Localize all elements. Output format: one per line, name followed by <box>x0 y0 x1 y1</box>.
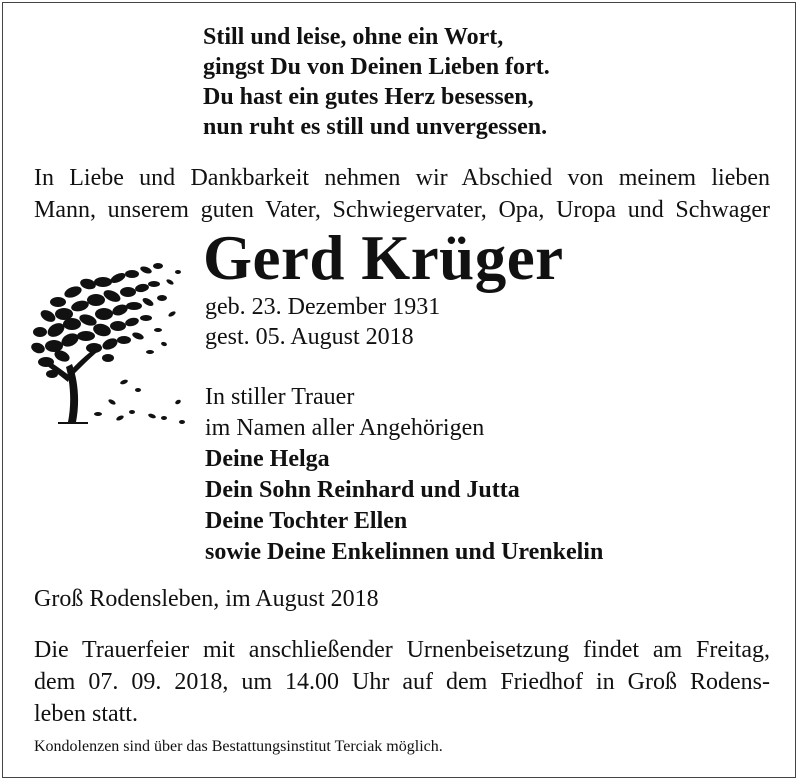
poem-line: gingst Du von Deinen Lieben fort. <box>203 54 550 80</box>
place-date: Groß Rodensleben, im August 2018 <box>34 586 379 612</box>
mourning-line: im Namen aller Angehörigen <box>205 415 485 441</box>
death-date: gest. 05. August 2018 <box>205 324 414 350</box>
life-dates <box>205 292 440 352</box>
service-line: Die Trauerfeier mit anschließender Urnenbeisetzung findet am Freitag, <box>34 637 770 663</box>
mourning-block <box>205 382 603 568</box>
mourning-line: In stiller Trauer <box>205 384 355 410</box>
birth-date: geb. 23. Dezember 1931 <box>205 294 441 320</box>
poem-line: Du hast ein gutes Herz besessen, <box>203 84 534 110</box>
family-member: Dein Sohn Reinhard und Jutta <box>205 477 520 503</box>
family-member: Deine Tochter Ellen <box>205 508 408 534</box>
poem-line: nun ruht es still und unvergessen. <box>203 114 548 140</box>
deceased-name: Gerd Krüger <box>203 223 564 293</box>
intro-text <box>34 162 770 226</box>
poem-line: Still und leise, ohne ein Wort, <box>203 24 504 50</box>
family-member: sowie Deine Enkelinnen und Urenkelin <box>205 539 604 565</box>
tree-with-falling-leaves-icon <box>28 252 188 432</box>
condolences-note: Kondolenzen sind über das Bestattungsinstitut Terciak möglich. <box>34 738 443 755</box>
poem <box>203 22 550 142</box>
service-info <box>34 634 770 730</box>
intro-line: Mann, unserem guten Vater, Schwiegervater, Opa, Uropa und Schwager <box>34 197 770 223</box>
service-line: dem 07. 09. 2018, um 14.00 Uhr auf dem Friedhof in Groß Rodens- <box>34 669 770 695</box>
service-line: leben statt. <box>34 701 138 727</box>
family-member: Deine Helga <box>205 446 330 472</box>
intro-line: In Liebe und Dankbarkeit nehmen wir Abschied von meinem lieben <box>34 165 770 191</box>
